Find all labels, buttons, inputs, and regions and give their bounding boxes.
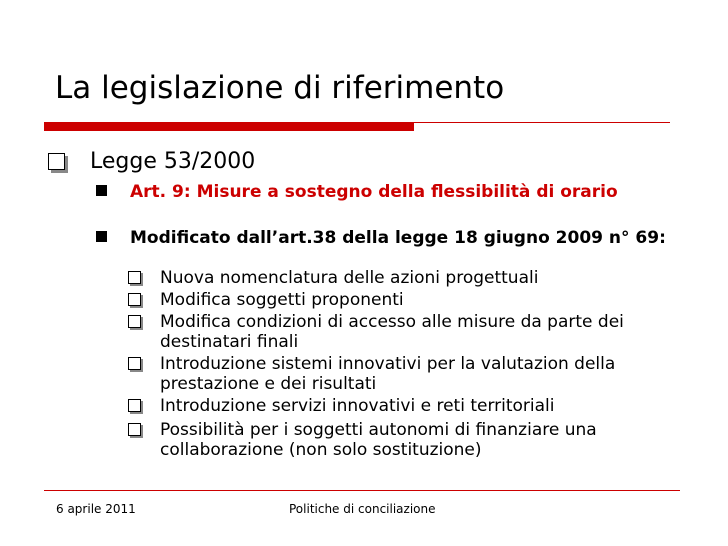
bullet-level2-text: Modificato dall’art.38 della legge 18 giugno 2009 n° 69: [130,228,666,248]
checkbox-bullet-icon [128,423,141,436]
bullet-level2-text: Art. 9: Misure a sostegno della flessibilità di orario [130,182,618,202]
title-underline-thin [414,122,670,123]
checkbox-bullet-icon [128,357,141,370]
square-bullet-icon [96,185,107,196]
footer-topic: Politiche di conciliazione [289,502,436,516]
checkbox-bullet-icon [48,153,65,170]
bullet-level3-text: Modifica soggetti proponenti [160,290,404,310]
footer-divider [44,490,680,491]
bullet-level3-text: Modifica condizioni di accesso alle misure da parte dei destinatari finali [160,312,624,352]
bullet-level3-text: Introduzione sistemi innovativi per la valutazion della prestazione e dei risultati [160,354,616,394]
checkbox-bullet-icon [128,399,141,412]
bullet-level3-text: Introduzione servizi innovativi e reti territoriali [160,396,555,416]
square-bullet-icon [96,231,107,242]
checkbox-bullet-icon [128,293,141,306]
footer-date: 6 aprile 2011 [56,502,136,516]
slide-title: La legislazione di riferimento [55,70,505,106]
title-underline-thick [44,122,414,131]
bullet-level3-text: Possibilità per i soggetti autonomi di finanziare una collaborazione (non solo sostituzione) [160,420,597,460]
bullet-level3-text: Nuova nomenclatura delle azioni progettuali [160,268,539,288]
bullet-level1-text: Legge 53/2000 [90,149,256,174]
checkbox-bullet-icon [128,315,141,328]
checkbox-bullet-icon [128,271,141,284]
